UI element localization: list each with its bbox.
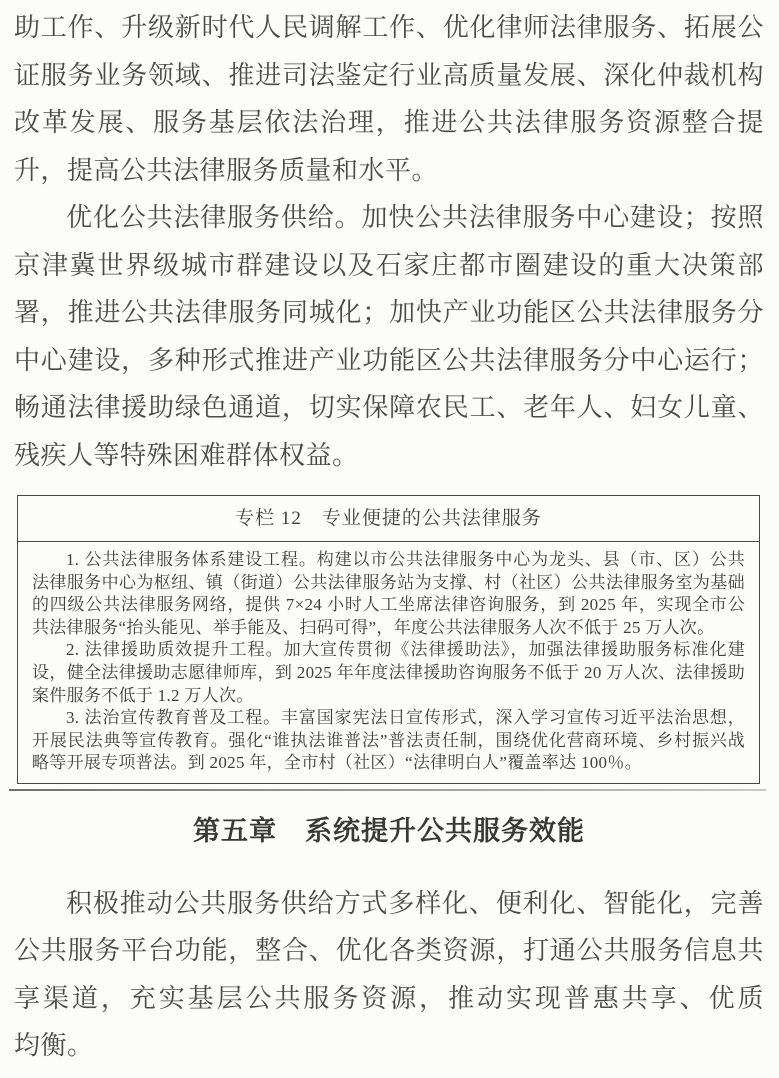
box-text-line: 设，健全法律援助志愿律师库，到 2025 年年度法律援助咨询服务不低于 20 万人次、法律援助 [32, 662, 745, 682]
body-text-line: 公共服务平台功能，整合、优化各类资源，打通公共服务信息共 [14, 936, 764, 966]
paragraph-public-service-efficiency [14, 880, 764, 1070]
body-text-line: 改革发展、服务基层依法治理，推进公共法律服务资源整合提 [14, 108, 764, 137]
body-text-line: 升，提高公共法律服务质量和水平。 [14, 155, 439, 185]
box-text-line: 2. 法律援助质效提升工程。加大宣传贯彻《法律援助法》，加强法律援助服务标准化建 [66, 640, 745, 660]
box-text-line: 的四级公共法律服务网络，提供 7×24 小时人工坐席法律咨询服务，到 2025 年，实现全市公 [32, 595, 745, 615]
paragraph-optimize-legal-supply [14, 194, 764, 479]
paragraph-legal-service-upgrade [14, 4, 764, 194]
callout-box-column-12 [17, 495, 760, 784]
box-text-line: 法律服务中心为枢纽、镇（街道）公共法律服务站为支撑、村（社区）公共法律服务室为基础 [32, 572, 745, 592]
body-text-line: 中心建设，多种形式推进产业功能区公共法律服务分中心运行； [14, 345, 764, 375]
box-text-line: 略等开展专项普法。到 2025 年，全市村（社区）“法律明白人”覆盖率达 100％。 [32, 753, 642, 773]
callout-box-body [18, 542, 759, 783]
body-text-line: 残疾人等特殊困难群体权益。 [14, 440, 359, 470]
box-text-line: 案件服务不低于 1.2 万人次。 [32, 685, 254, 705]
body-text-line: 证服务业务领域、推进司法鉴定行业高质量发展、深化仲裁机构 [14, 60, 764, 90]
body-text-line: 畅通法律援助绿色通道，切实保障农民工、老年人、妇女儿童、 [14, 393, 764, 422]
box-text-line: 3. 法治宣传教育普及工程。丰富国家宪法日宣传形式，深入学习宣传习近平法治思想， [66, 708, 745, 728]
box-text-line: 开展民法典等宣传教育。强化“谁执法谁普法”普法责任制，围绕优化营商环境、乡村振兴战 [32, 730, 745, 750]
body-text-line: 优化公共法律服务供给。加快公共法律服务中心建设；按照 [66, 203, 764, 232]
body-text-line: 享渠道，充实基层公共服务资源，推动实现普惠共享、优质 [14, 983, 764, 1013]
chapter-heading: 第五章 系统提升公共服务效能 [193, 815, 585, 846]
box-text-line: 共法律服务“抬头能见、举手能及、扫码可得”，年度公共法律服务人次不低于 25 万人次。 [32, 617, 715, 637]
body-text-line: 助工作、升级新时代人民调解工作、优化律师法律服务、拓展公 [14, 13, 764, 42]
callout-box-title: 专栏 12 专业便捷的公共法律服务 [18, 496, 759, 542]
body-text-line: 京津冀世界级城市群建设以及石家庄都市圈建设的重大决策部 [14, 250, 764, 280]
body-text-line: 署，推进公共法律服务同城化；加快产业功能区公共法律服务分 [14, 298, 764, 327]
body-text-line: 均衡。 [14, 1031, 94, 1061]
box-text-line: 1. 公共法律服务体系建设工程。构建以市公共法律服务中心为龙头、县（市、区）公共 [66, 550, 745, 569]
body-text-line: 积极推动公共服务供给方式多样化、便利化、智能化，完善 [66, 888, 764, 918]
